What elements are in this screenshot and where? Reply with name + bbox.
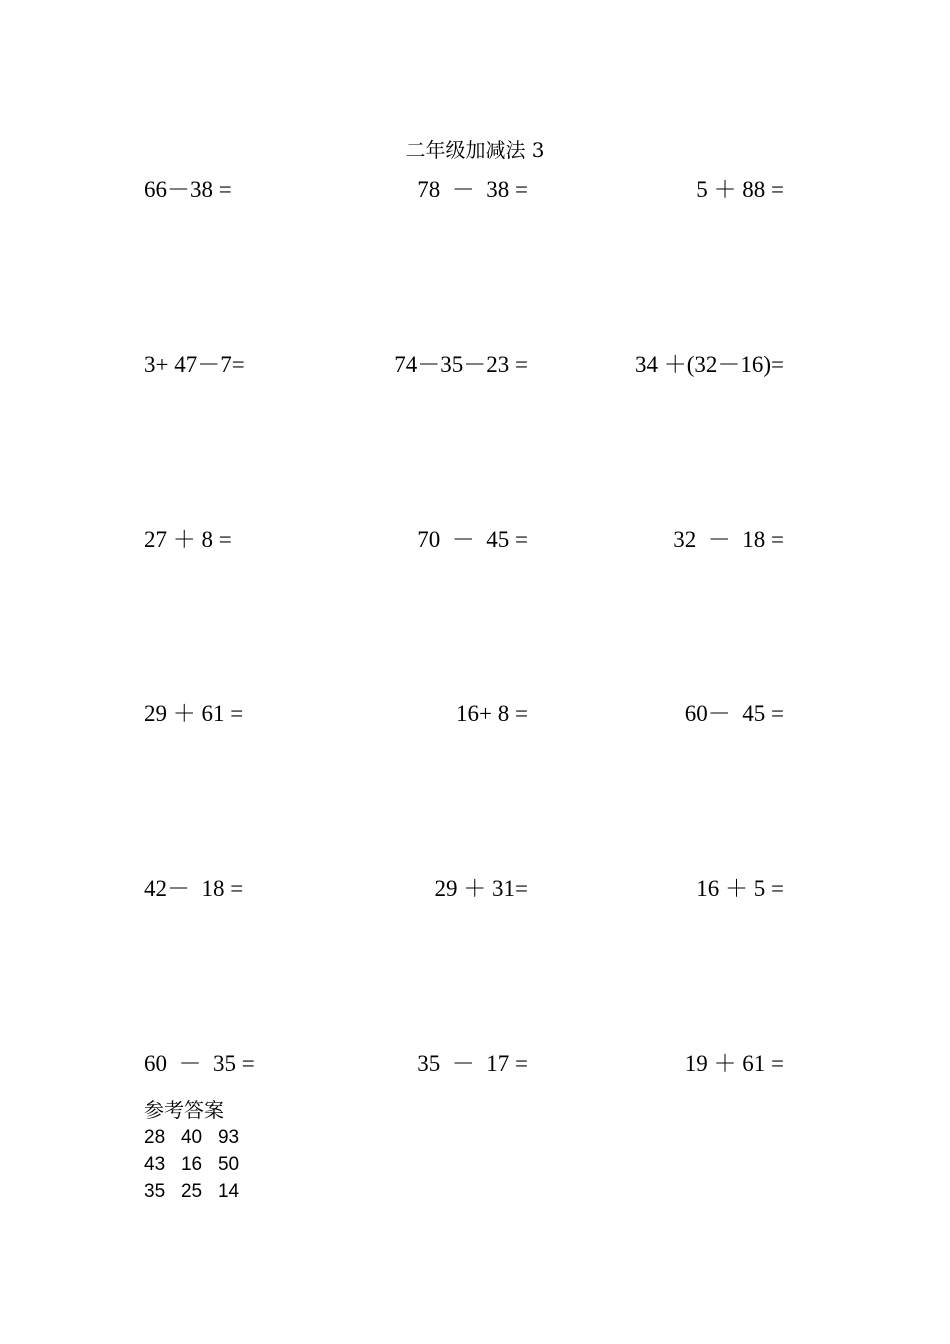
problem-row-4 — [0, 696, 950, 732]
answer-line: 35 25 14 — [144, 1181, 240, 1202]
problem: 78 － 38 = — [417, 177, 528, 202]
problem: 70 － 45 = — [417, 527, 528, 552]
problem: 5 ＋ 88 = — [696, 177, 784, 202]
problem: 16 ＋ 5 = — [696, 876, 784, 901]
problem-row-1 — [0, 172, 950, 208]
answer-line: 43 16 50 — [144, 1154, 240, 1175]
problem: 29 ＋ 61 = — [144, 701, 244, 726]
problem: 60－ 45 = — [684, 701, 784, 726]
answer-line: 28 40 93 — [144, 1127, 240, 1148]
answer-key — [144, 1096, 239, 1205]
problem: 66－38 = — [144, 177, 232, 202]
problem: 19 ＋ 61 = — [684, 1051, 784, 1076]
problem: 60 － 35 = — [144, 1051, 255, 1076]
problem: 32 － 18 = — [673, 527, 784, 552]
answer-key-heading: 参考答案 — [144, 1098, 224, 1122]
problem-row-3 — [0, 522, 950, 558]
problem: 42－ 18 = — [144, 876, 244, 901]
problem: 27 ＋ 8 = — [144, 527, 232, 552]
problem: 16+ 8 = — [456, 701, 528, 726]
problem: 74－35－23 = — [394, 352, 528, 377]
problem-row-5 — [0, 871, 950, 907]
page-title: 二年级加减法 3 — [405, 138, 545, 162]
problem: 34 ＋(32－16)= — [634, 352, 784, 377]
problem-row-2 — [0, 347, 950, 383]
problem-row-6 — [0, 1046, 950, 1082]
problem: 29 ＋ 31= — [434, 876, 528, 901]
problem: 3+ 47－7= — [144, 352, 245, 377]
problem: 35 － 17 = — [417, 1051, 528, 1076]
